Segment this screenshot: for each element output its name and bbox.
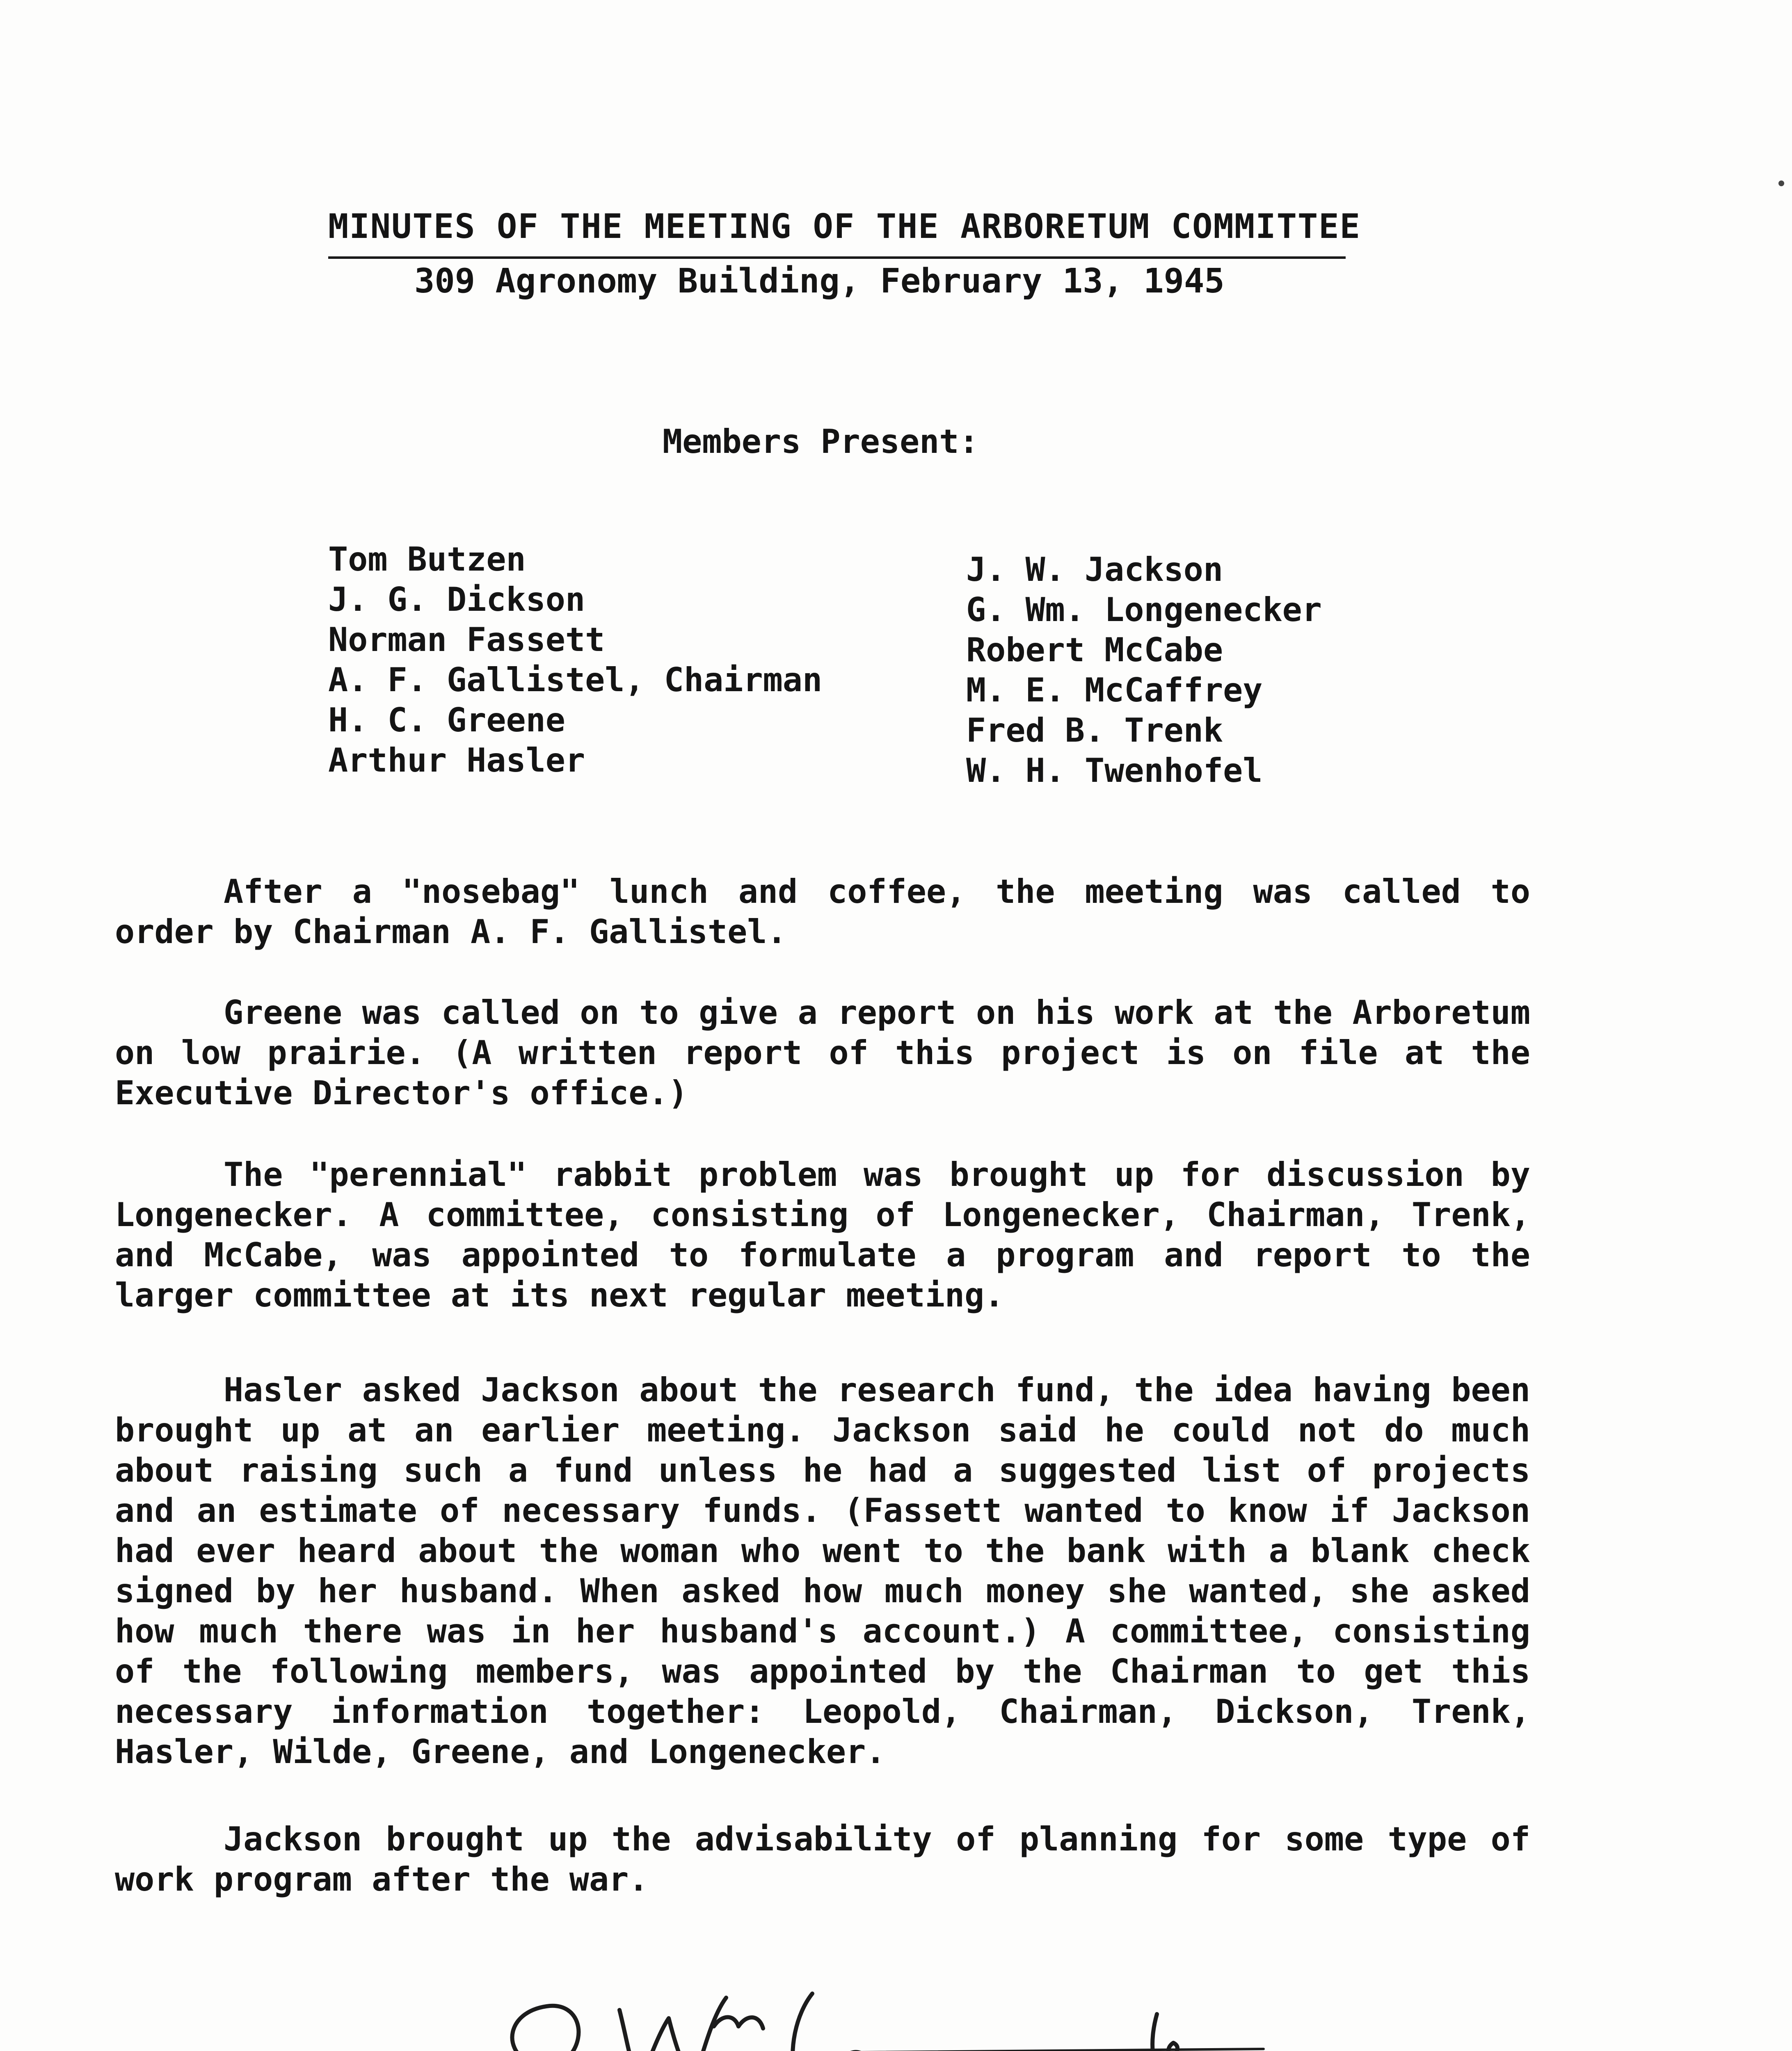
paragraph-work-program: Jackson brought up the advisability of planning for some type of work program after the war. — [115, 1820, 1530, 1898]
handwritten-signature — [484, 1961, 1305, 2051]
paragraph-call-to-order: After a "nosebag" lunch and coffee, the meeting was called to order by Chairman A. F. Gallistel. — [115, 872, 1530, 951]
member-name: Fred B. Trenk — [966, 711, 1223, 749]
paragraph-rabbit-problem: The "perennial" rabbit problem was brought up for discussion by Longenecker. A committee, consisting of Longenecker, Chairman, Trenk, and McCabe, was appointed to formulate a program and report to the larger committee at its next regular meeting. — [115, 1156, 1530, 1314]
members-heading: Members Present: — [663, 423, 979, 461]
member-name: Arthur Hasler — [328, 741, 585, 779]
member-name: M. E. McCaffrey — [966, 671, 1263, 709]
members-list-left — [328, 539, 822, 781]
member-name: J. W. Jackson — [966, 550, 1223, 589]
scan-mark — [1778, 180, 1784, 186]
paragraph-greene-report: Greene was called on to give a report on his work at the Arboretum on low prairie. (A written report of this project is on file at the Executive Director's office.) — [115, 994, 1530, 1112]
member-name: W. H. Twenhofel — [966, 751, 1263, 790]
document-title: MINUTES OF THE MEETING OF THE ARBORETUM COMMITTEE — [328, 207, 1361, 246]
document-subtitle: 309 Agronomy Building, February 13, 1945 — [414, 262, 1225, 301]
member-name: A. F. Gallistel, Chairman — [328, 661, 823, 699]
members-list-right — [966, 550, 1322, 791]
member-name: J. G. Dickson — [328, 580, 585, 619]
paragraph-research-fund: Hasler asked Jackson about the research fund, the idea having been brought up at an earlier meeting. Jackson said he could not do much about raising such a fund unless he had a suggested list of projects and an estimate of necessary funds. (Fassett wanted to know if Jackson had ever heard about the woman who went to the bank with a blank check signed by her husband. When asked how much money she wanted, she asked how much there was in her husband's account.) A committee, consisting of the following members, was appointed by the Chairman to get this necessary information together: Leopold, Chairman, Dickson, Trenk, Hasler, Wilde, Greene, and Longenecker. — [115, 1371, 1530, 1771]
member-name: Norman Fassett — [328, 621, 605, 659]
member-name: G. Wm. Longenecker — [966, 591, 1322, 629]
title-underline — [328, 256, 1346, 259]
member-name: Robert McCabe — [966, 631, 1223, 669]
member-name: H. C. Greene — [328, 701, 565, 739]
member-name: Tom Butzen — [328, 540, 526, 578]
